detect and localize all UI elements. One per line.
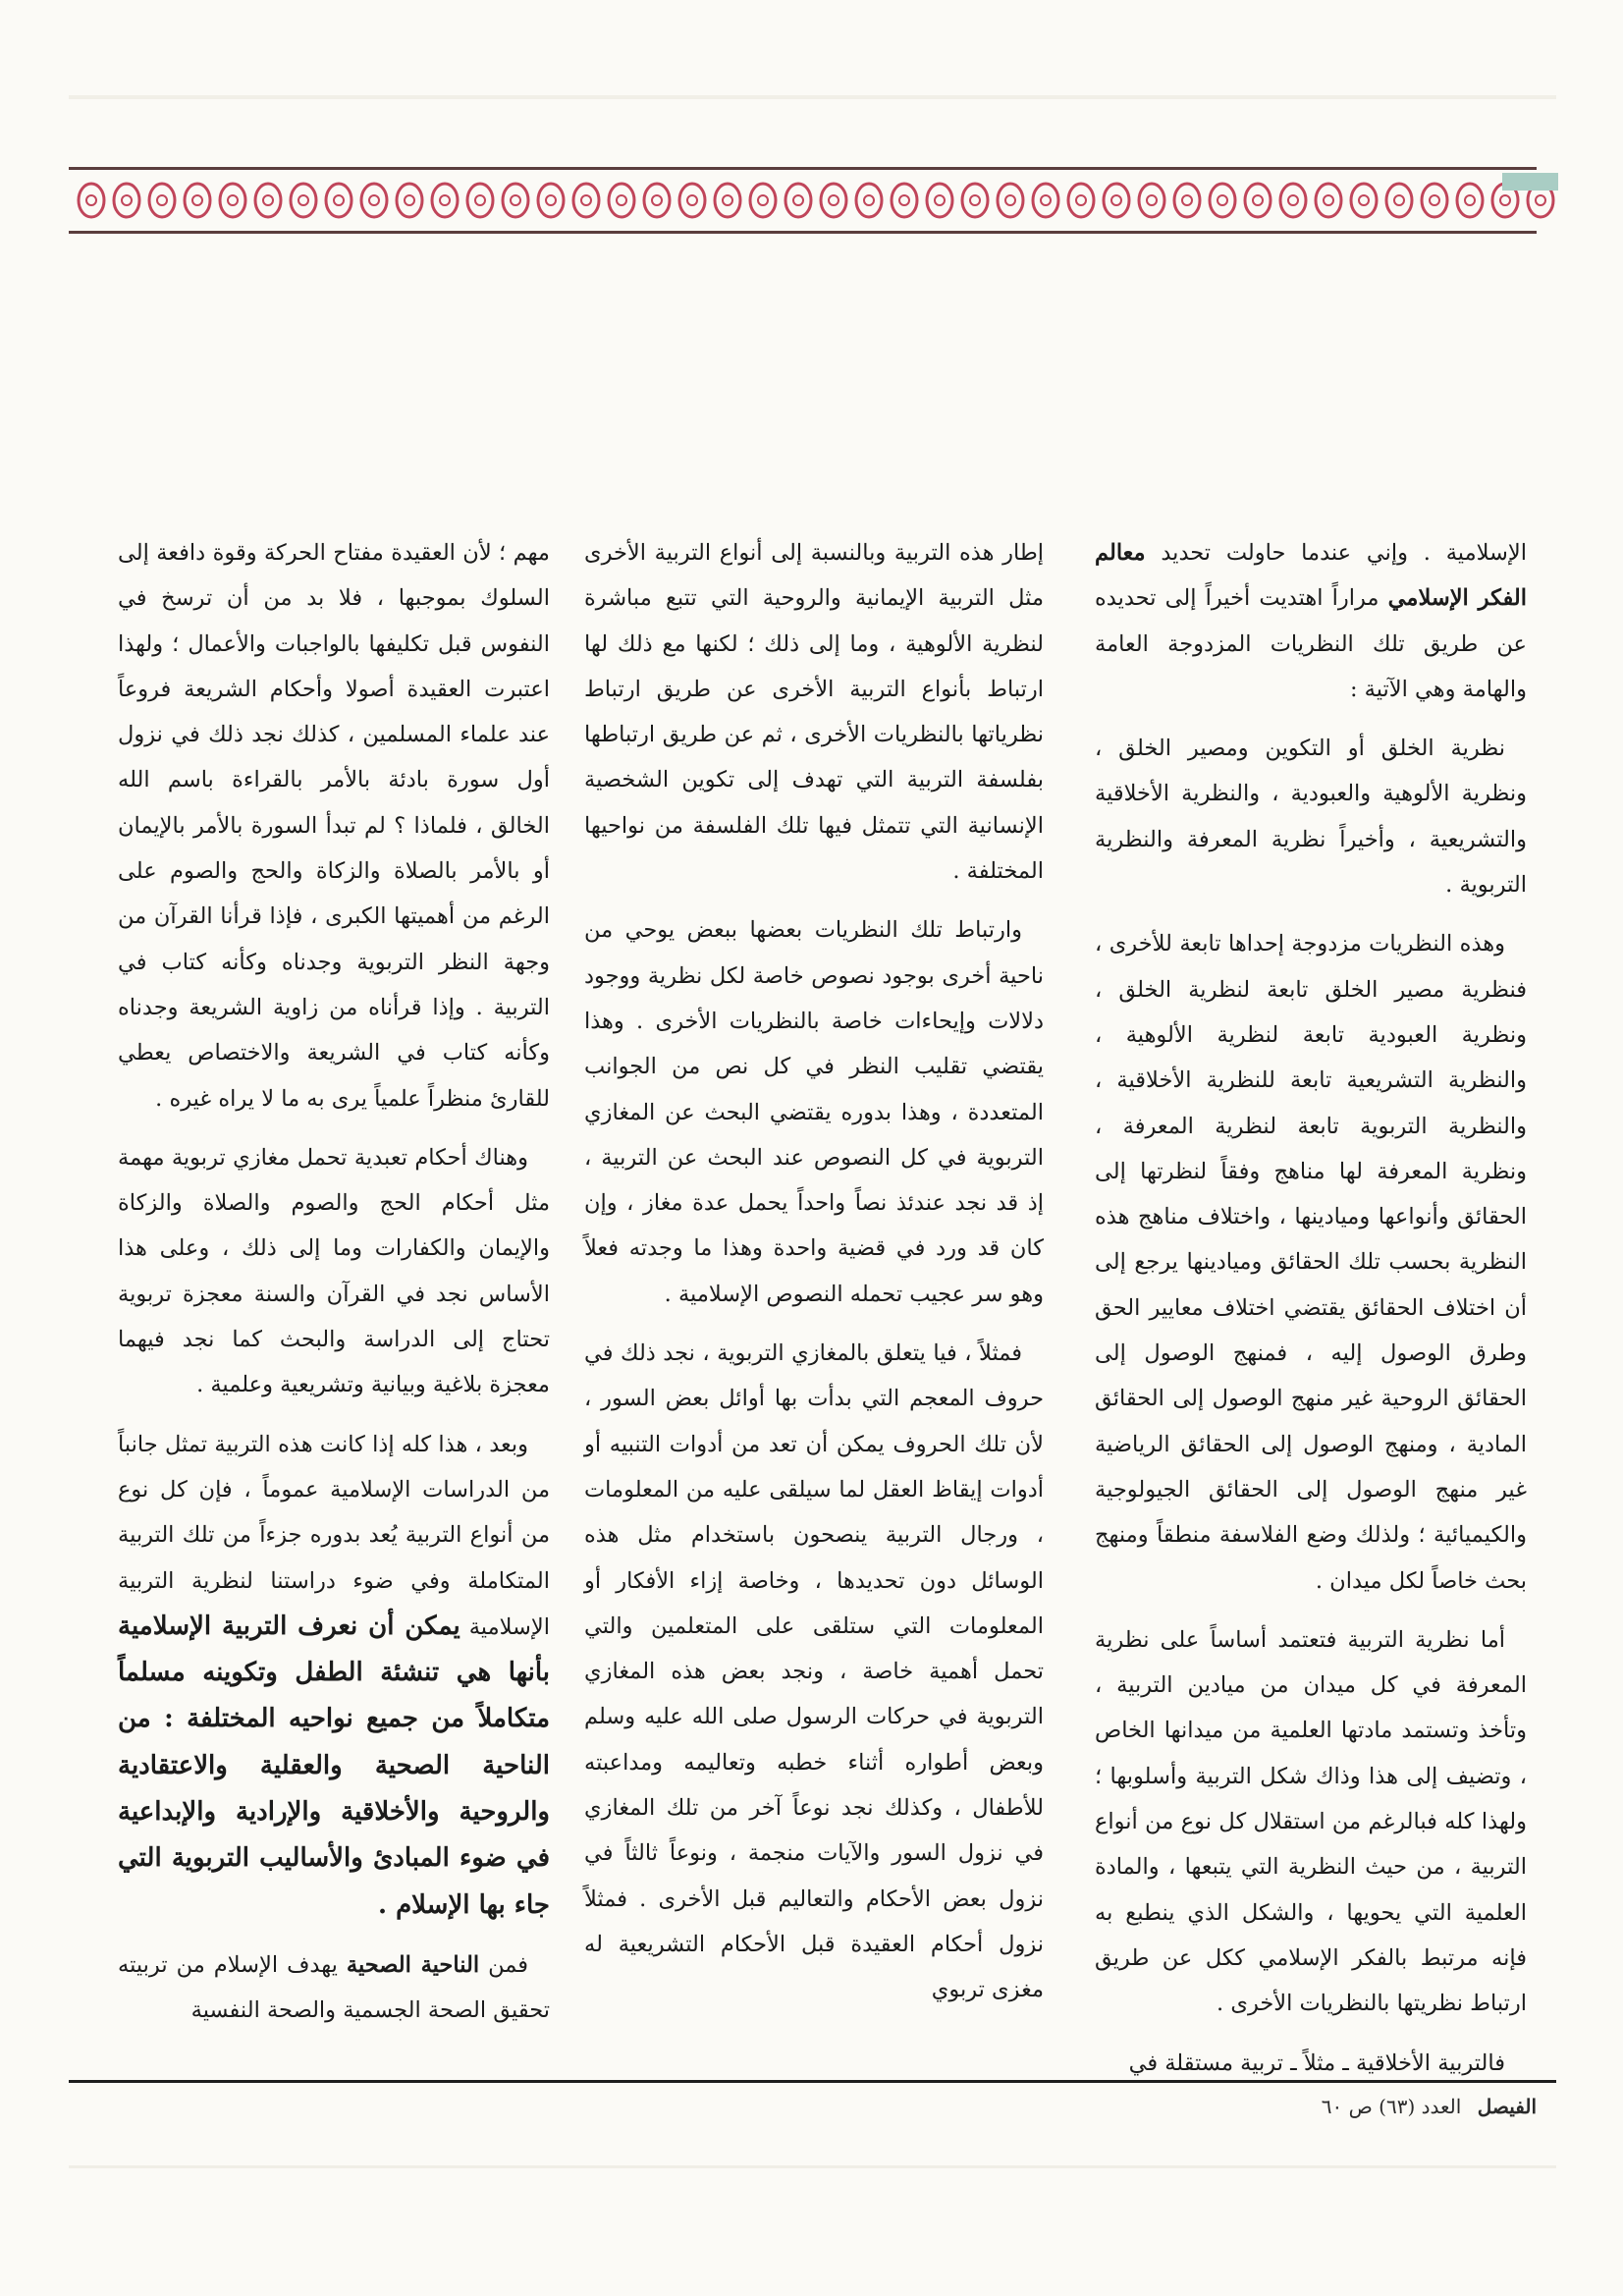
ornament-ring	[361, 184, 387, 217]
ornament-dot	[1076, 195, 1086, 205]
ornament-ring	[609, 184, 634, 217]
ornament-dot	[298, 195, 308, 205]
text-column-right	[1095, 530, 1527, 2076]
ornament-ring	[1068, 184, 1094, 217]
paragraph	[584, 1331, 1044, 2012]
body-text: فمثلاً ، فيا يتعلق بالمغازي التربوية ، نجد ذلك في حروف المعجم التي بدأت بها أوائل بعض السور ، لأن تلك الحروف يمكن أن تعد من أدوات التنبيه أو أدوات إيقاظ العقل لما سيلقى عليه من المعلومات ، ورجال التربية ينصحون باستخدام مثل هذه الوسائل دون تحديدها ، وخاصة إزاء الأفكار أو المعلومات التي ستلقى على المتعلمين والتي تحمل أهمية خاصة ، ونجد بعض هذه المغازي التربوية في حركات الرسول صلى الله عليه وسلم وبعض أطواره أثناء خطبه وتعاليمه ومداعبته للأطفال ، وكذلك نجد نوعاً آخر من تلك المغازي في نزول السور والآيات منجمة ، ونوعاً ثالثاً في نزول بعض الأحكام والتعاليم قبل الأخرى . فمثلاً نزول أحكام العقيدة قبل الأحكام التشريعية له مغزى تربوي	[584, 1340, 1044, 2003]
paragraph	[1095, 1617, 1527, 2027]
ornament-dot	[369, 195, 379, 205]
ornament-ring	[1139, 184, 1164, 217]
emphasized-text: معالم الفكر الإسلامي	[1095, 540, 1527, 612]
magazine-name: الفيصل	[1477, 2095, 1537, 2118]
body-text: وارتباط تلك النظريات بعضها ببعض يوحي من ناحية أخرى بوجود نصوص خاصة لكل نظرية ووجود دلالات وإيحاءات خاصة بالنظريات الأخرى . وهذا يقتضي تقليب النظر في كل نص من الجوانب المتعددة ، وهذا بدوره يقتضي البحث عن المغازي التربوية في كل النصوص عند البحث عن التربية ، إذ قد نجد عندئذ نصاً واحداً يحمل عدة مغاز ، وإن كان قد ورد في قضية واحدة وهذا ما وجدته فعلاً وهو سر عجيب تحمله النصوص الإسلامية .	[584, 917, 1044, 1307]
ornament-dot	[723, 195, 732, 205]
bottom-rule	[69, 2080, 1556, 2083]
ornament-dot	[1288, 195, 1298, 205]
corner-accent-tab	[1502, 173, 1558, 191]
ornament-ring	[255, 184, 281, 217]
ornament-ring	[1174, 184, 1200, 217]
ornament-ring	[1033, 184, 1058, 217]
text-column-left	[118, 530, 550, 2062]
ornament-dot	[970, 195, 980, 205]
ornament-dot	[1147, 195, 1157, 205]
ornament-dot	[405, 195, 414, 205]
ornament-dot	[263, 195, 273, 205]
ornament-dot	[192, 195, 202, 205]
ornament-ring	[1280, 184, 1306, 217]
body-text: فالتربية الأخلاقية ـ مثلاً ـ تربية مستقلة في	[1128, 2050, 1505, 2076]
ornament-dot	[475, 195, 485, 205]
ornament-dot	[122, 195, 132, 205]
ornament-dot	[1041, 195, 1051, 205]
paragraph	[118, 530, 550, 1121]
ornament-ring	[1245, 184, 1271, 217]
ornament-dot	[1430, 195, 1439, 205]
ornament-dot	[228, 195, 238, 205]
ornament-ring	[644, 184, 670, 217]
ornament-ring	[326, 184, 352, 217]
ornament-ring	[1386, 184, 1412, 217]
ornament-dot	[935, 195, 945, 205]
paragraph	[118, 1422, 550, 1929]
text-column-middle	[584, 530, 1044, 2062]
ornament-ring	[432, 184, 458, 217]
ornament-ring	[1351, 184, 1377, 217]
ornamental-border	[69, 167, 1537, 234]
ornament-ring	[998, 184, 1023, 217]
emphasized-text: الناحية الصحية	[346, 1951, 480, 1978]
ornament-dot	[864, 195, 874, 205]
ornament-dot	[546, 195, 556, 205]
ornament-ring	[1210, 184, 1235, 217]
ornament-ring	[715, 184, 740, 217]
body-text: يهدف الإسلام من تربيته تحقيق الصحة الجسمية والصحة النفسية	[118, 1951, 550, 2024]
ornament-dot	[1111, 195, 1121, 205]
body-text: وبعد ، هذا كله إذا كانت هذه التربية تمثل جانباً من الدراسات الإسلامية عموماً ، فإن كل نوع من أنواع التربية يُعد بدوره جزءاً من تلك التربية المتكاملة وفي ضوء دراستنا لنظرية التربية الإسلامية	[118, 1431, 550, 1640]
ornament-dot	[687, 195, 697, 205]
body-text: أما نظرية التربية فتعتمد أساساً على نظرية المعرفة في كل ميدان من ميادين التربية ، وتأخذ وتستمد مادتها العلمية من ميدانها الخاص ، وتضيف إلى هذا وذاك شكل التربية وأسلوبها ؛ ولهذا كله فبالرغم من استقلال كل نوع من أنواع التربية ، من حيث النظرية التي يتبعها ، والمادة العلمية التي يحويها ، والشكل الذي ينطبع به فإنه مرتبط بالفكر الإسلامي ككل عن طريق ارتباط نظريتها بالنظريات الأخرى .	[1095, 1626, 1527, 2017]
ornament-dot	[1324, 195, 1333, 205]
ornament-dot	[334, 195, 344, 205]
ornament-dot	[1465, 195, 1475, 205]
body-text: مراراً اهتديت أخيراً إلى تحديده عن طريق تلك النظريات المزدوجة العامة والهامة وهي الآتية :	[1095, 585, 1527, 702]
ornament-ring	[79, 184, 104, 217]
ornament-ring	[149, 184, 175, 217]
body-text: فمن	[479, 1951, 528, 1978]
ornament-ring	[220, 184, 245, 217]
ornament-dot	[511, 195, 520, 205]
ornament-dot	[1359, 195, 1369, 205]
ornament-dot	[86, 195, 96, 205]
ornament-dot	[440, 195, 450, 205]
ornament-ring	[1104, 184, 1129, 217]
paragraph	[584, 907, 1044, 1317]
bottom-faint-rule	[69, 2165, 1556, 2168]
ornament-ring	[291, 184, 316, 217]
body-text: مهم ؛ لأن العقيدة مفتاح الحركة وقوة دافعة إلى السلوك بموجبها ، فلا بد من أن ترسخ في النفوس قبل تكليفها بالواجبات والأعمال ؛ ولهذا اعتبرت العقيدة أصولا وأحكام الشريعة فروعاً عند علماء المسلمين ، كذلك نجد ذلك في نزول أول سورة بادئة بالأمر بالقراءة باسم الله الخالق ، فلماذا ؟ لم تبدأ السورة بالأمر بالإيمان أو بالأمر بالصلاة والزكاة والحج والصوم على الرغم من أهميتها الكبرى ، فإذا قرأنا القرآن من وجهة النظر التربوية وجدناه وكأنه كتاب في التربية . وإذا قرأناه من زاوية الشريعة وجدناه وكأنه كتاب في الشريعة والاختصاص يعطي للقارئ منظراً علمياً يرى به ما لا يراه غيره .	[118, 540, 550, 1112]
ornament-ring	[538, 184, 564, 217]
ornament-ring	[856, 184, 882, 217]
ornament-dot	[1500, 195, 1510, 205]
ornament-dot	[1005, 195, 1015, 205]
emphasized-text: يمكن أن نعرف التربية الإسلامية بأنها هي تنشئة الطفل وتكوينه مسلماً متكاملاً من جميع نواحيه المختلفة : من الناحية الصحية والعقلية والاعتقادية والروحية والأخلاقية والإرادية والإبداعية في ضوء المبادئ والأساليب التربوية التي جاء بها الإسلام .	[118, 1611, 550, 1920]
ornament-dot	[793, 195, 803, 205]
ornament-dot	[1536, 195, 1545, 205]
paragraph	[1095, 726, 1527, 907]
paragraph	[118, 1942, 550, 2034]
ornament-ring	[185, 184, 210, 217]
ornament-dot	[652, 195, 662, 205]
ornament-ring	[1316, 184, 1341, 217]
ornament-ring	[679, 184, 705, 217]
ornament-dot	[1182, 195, 1192, 205]
paragraph	[1095, 921, 1527, 1603]
ornament-dot	[758, 195, 768, 205]
ornament-ring	[573, 184, 599, 217]
body-text: وهناك أحكام تعبدية تحمل مغازي تربوية مهمة مثل أحكام الحج والصوم والصلاة والزكاة والإيمان والكفارات وما إلى ذلك ، وعلى هذا الأساس نجد في القرآن والسنة معجزة تربوية تحتاج إلى الدراسة والبحث كما نجد فيهما معجزة بلاغية وبيانية وتشريعية وعلمية .	[118, 1144, 550, 1398]
ornament-dot	[829, 195, 839, 205]
paragraph	[1095, 2041, 1527, 2086]
paragraph	[118, 1135, 550, 1408]
body-text: الإسلامية . وإني عندما حاولت تحديد	[1145, 540, 1527, 566]
paragraph	[1095, 530, 1527, 712]
ornament-dot	[157, 195, 167, 205]
ornament-ring	[114, 184, 139, 217]
ornament-dot	[1253, 195, 1263, 205]
ring-chain-ornament-icon	[69, 170, 1537, 231]
ornament-ring	[1422, 184, 1447, 217]
ornament-dot	[581, 195, 591, 205]
body-text: إطار هذه التربية وبالنسبة إلى أنواع التربية الأخرى مثل التربية الإيمانية والروحية التي تتبع مباشرة لنظرية الألوهية ، وما إلى ذلك ؛ لكنها مع ذلك لها ارتباط بأنواع التربية الأخرى عن طريق ارتباط نظرياتها بالنظريات الأخرى ، ثم عن طريق ارتباطها بفلسفة التربية التي تهدف إلى تكوين الشخصية الإنسانية التي تتمثل فيها تلك الفلسفة من نواحيها المختلفة .	[584, 540, 1044, 885]
ornament-dot	[1394, 195, 1404, 205]
ornament-ring	[892, 184, 917, 217]
ornament-ring	[785, 184, 811, 217]
issue-and-page: العدد (٦٣) ص ٦٠	[1321, 2095, 1462, 2118]
ornament-dot	[1217, 195, 1227, 205]
page-footer	[1159, 2092, 1537, 2121]
ornament-ring	[750, 184, 776, 217]
body-text: نظرية الخلق أو التكوين ومصير الخلق ، ونظرية الألوهية والعبودية ، والنظرية الأخلاقية والتشريعية ، وأخيراً نظرية المعرفة والنظرية التربوية .	[1095, 736, 1527, 899]
ornament-ring	[1457, 184, 1483, 217]
paragraph	[584, 530, 1044, 894]
ornament-ring	[503, 184, 528, 217]
ornament-ring	[821, 184, 846, 217]
ornament-ring	[962, 184, 988, 217]
ornament-ring	[467, 184, 493, 217]
body-text: وهذه النظريات مزدوجة إحداها تابعة للأخرى ، فنظرية مصير الخلق تابعة لنظرية الخلق ، ونظرية العبودية تابعة لنظرية الألوهية ، والنظرية التشريعية تابعة للنظرية الأخلاقية ، والنظرية التربوية تابعة لنظرية المعرفة ، ونظرية المعرفة لها مناهج وفقاً لنظرتها إلى الحقائق وأنواعها وميادينها ، واختلاف مناهج هذه النظرية بحسب تلك الحقائق وميادينها يرجع إلى أن اختلاف الحقائق يقتضي اختلاف معايير الحق وطرق الوصول إليه ، فمنهج الوصول إلى الحقائق الروحية غير منهج الوصول إلى الحقائق المادية ، ومنهج الوصول إلى الحقائق الرياضية غير منهج الوصول إلى الحقائق الجيولوجية والكيميائية ؛ ولذلك وضع الفلاسفة منطقاً ومنهج بحث خاصاً لكل ميدان .	[1095, 931, 1527, 1594]
ornament-ring	[397, 184, 422, 217]
ornament-ring	[927, 184, 952, 217]
ornament-dot	[617, 195, 626, 205]
ornament-dot	[899, 195, 909, 205]
top-faint-rule	[69, 95, 1556, 99]
